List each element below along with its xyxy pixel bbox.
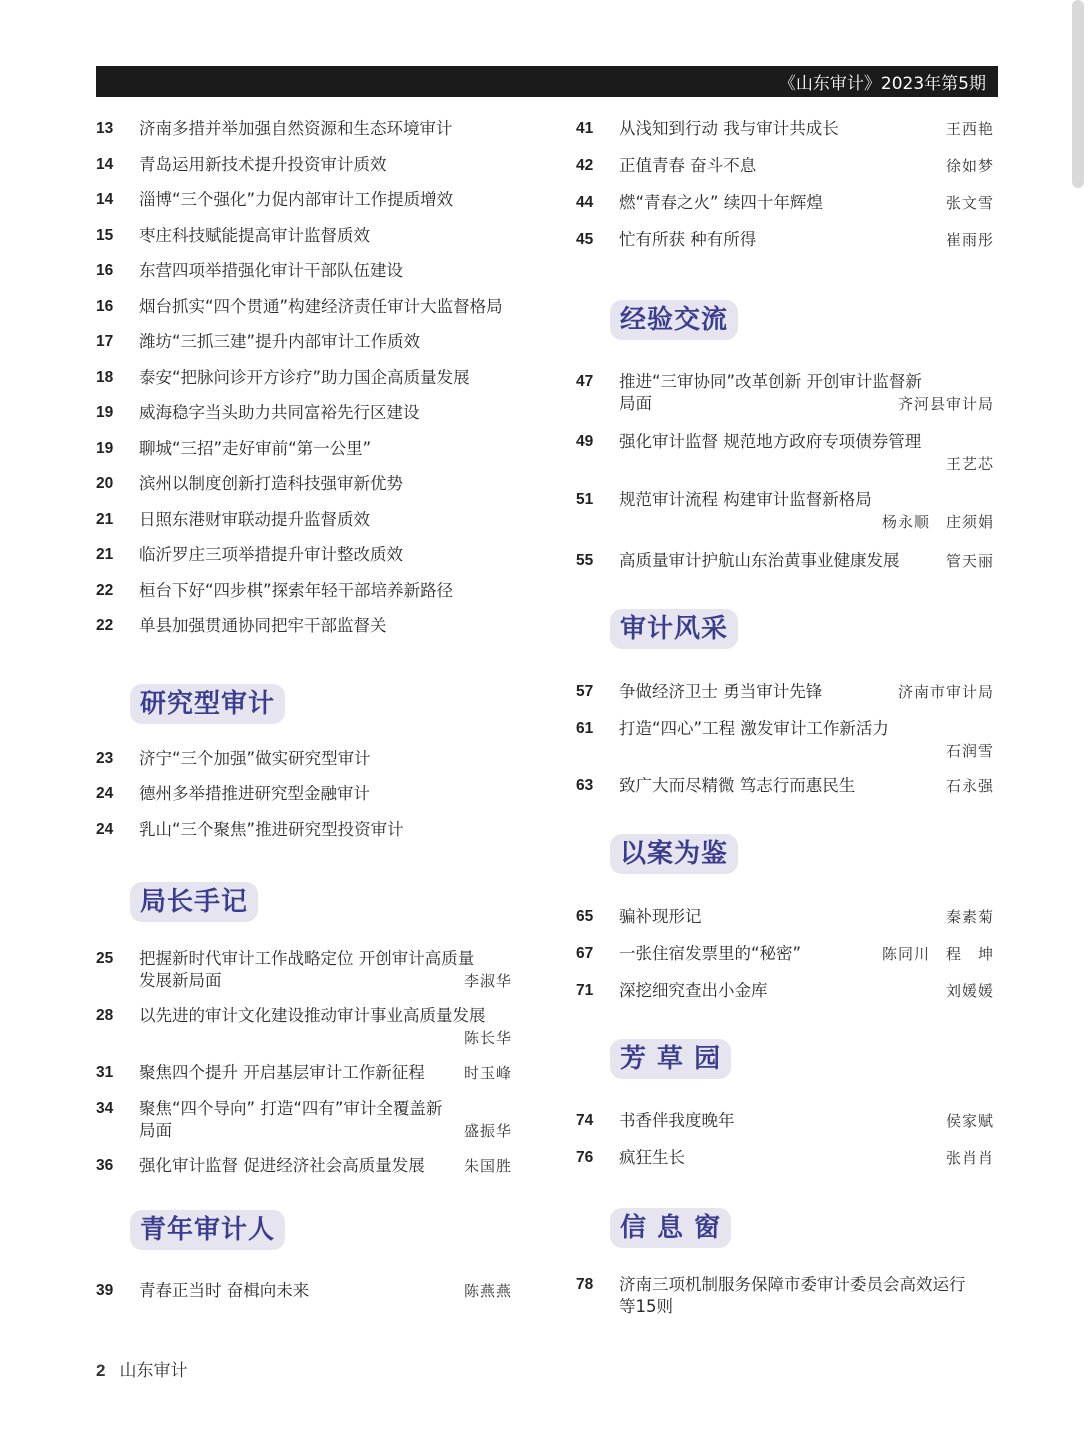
entry-title: 泰安“把脉问诊开方诊疗”助力国企高质量发展 [139, 367, 470, 387]
toc-entry[interactable]: 21 日照东港财审联动提升监督质效 [96, 509, 370, 529]
toc-entry[interactable]: 19 聊城“三招”走好审前“第一公里” [96, 438, 372, 458]
toc-entry[interactable]: 24 德州多举措推进研究型金融审计 [96, 784, 370, 803]
entry-title: 单县加强贯通协同把牢干部监督关 [139, 616, 387, 635]
section-title: 信 息 窗 [610, 1208, 731, 1248]
entry-author: 陈长华 [463, 1029, 512, 1047]
entry-author: 管天丽 [945, 552, 994, 570]
entry-author: 杨永顺 庄须娟 [881, 513, 994, 531]
toc-entry[interactable]: 25 把握新时代审计工作战略定位 开创审计高质量 发展新局面 李淑华 [96, 949, 512, 990]
entry-title: 青春正当时 奋楫向未来 [139, 1281, 310, 1300]
entry-author: 朱国胜 [463, 1156, 512, 1175]
section-director-notes [96, 882, 512, 922]
toc-entry[interactable]: 18 泰安“把脉问诊开方诊疗”助力国企高质量发展 [96, 367, 470, 387]
toc-entry[interactable]: 21 临沂罗庄三项举措提升审计整改质效 [96, 545, 403, 564]
entry-title: 正值青春 奋斗不息 [619, 156, 757, 175]
entry-author: 张文雪 [945, 194, 994, 212]
entry-title: 规范审计流程 构建审计监督新格局 [619, 490, 872, 509]
entry-author: 时玉峰 [463, 1064, 512, 1082]
section-title: 以案为鉴 [610, 834, 738, 874]
entry-title: 燃“青春之火” 续四十年辉煌 [619, 193, 823, 212]
toc-entry[interactable]: 34 聚焦“四个导向” 打造“四有”审计全覆盖新 局面 盛振华 [96, 1098, 512, 1140]
entry-title-cont: 等15则 [619, 1297, 673, 1316]
section-title: 审计风采 [610, 609, 738, 649]
entry-title: 致广大而尽精微 笃志行而惠民生 [619, 776, 856, 795]
entry-author: 秦素菊 [945, 908, 994, 926]
entry-title-cont: 发展新局面 [139, 971, 222, 990]
entry-author: 刘媛媛 [945, 982, 994, 1000]
toc-entry[interactable]: 63 致广大而尽精微 笃志行而惠民生 石永强 [576, 776, 994, 795]
entry-title: 乳山“三个聚焦”推进研究型投资审计 [139, 819, 404, 839]
entry-author: 石润雪 [945, 742, 994, 760]
entry-title: 烟台抓实“四个贯通”构建经济责任审计大监督格局 [139, 296, 503, 316]
toc-entry[interactable]: 14 淄博“三个强化”力促内部审计工作提质增效 [96, 190, 454, 209]
left-column [96, 118, 512, 1316]
toc-entry[interactable]: 15 枣庄科技赋能提高审计监督质效 [96, 225, 370, 245]
toc-entry[interactable]: 45 忙有所获 种有所得 崔雨彤 [576, 230, 994, 249]
entry-title: 聚焦“四个导向” 打造“四有”审计全覆盖新 [139, 1098, 443, 1118]
toc-entry[interactable]: 17 潍坊“三抓三建”提升内部审计工作质效 [96, 332, 421, 351]
toc-entry[interactable]: 24 乳山“三个聚焦”推进研究型投资审计 [96, 819, 404, 839]
toc-entry[interactable]: 47 推进“三审协同”改革创新 开创审计监督新 局面 齐河县审计局 [576, 372, 994, 413]
toc-entry[interactable]: 39 青春正当时 奋楫向未来 陈燕燕 [96, 1281, 512, 1300]
entry-title: 桓台下好“四步棋”探索年轻干部培养新路径 [139, 580, 454, 600]
toc-entry[interactable]: 49 强化审计监督 规范地方政府专项债券管理 王艺芯 [576, 432, 994, 473]
entry-title: 争做经济卫士 勇当审计先锋 [619, 682, 823, 701]
toc-entry[interactable]: 76 疯狂生长 张肖肖 [576, 1148, 994, 1167]
entry-title: 枣庄科技赋能提高审计监督质效 [139, 225, 370, 245]
magazine-name: 山东审计 [119, 1361, 188, 1381]
toc-entry[interactable]: 78 济南三项机制服务保障市委审计委员会高效运行 等15则 [576, 1274, 994, 1322]
section-case-lessons [576, 834, 994, 874]
toc-entry[interactable]: 61 打造“四心”工程 激发审计工作新活力 石润雪 [576, 719, 994, 760]
toc-entry[interactable]: 31 聚焦四个提升 开启基层审计工作新征程 时玉峰 [96, 1063, 512, 1082]
entry-author: 陈同川 程 坤 [881, 945, 994, 963]
section-info-window [576, 1208, 994, 1248]
right-column [576, 118, 994, 1322]
entry-title: 济南三项机制服务保障市委审计委员会高效运行 [619, 1275, 966, 1294]
entry-author: 石永强 [945, 777, 994, 795]
entry-author: 张肖肖 [945, 1149, 994, 1167]
page-number: 2 [96, 1361, 106, 1380]
toc-entry[interactable]: 41 从浅知到行动 我与审计共成长 王西艳 [576, 119, 994, 138]
toc-entry[interactable]: 65 骗补现形记 秦素菊 [576, 907, 994, 926]
section-title: 研究型审计 [130, 684, 285, 724]
toc-entry[interactable]: 16 烟台抓实“四个贯通”构建经济责任审计大监督格局 [96, 296, 503, 316]
entry-title: 聚焦四个提升 开启基层审计工作新征程 [139, 1063, 425, 1082]
entry-title-cont: 局面 [139, 1120, 172, 1140]
entry-title: 以先进的审计文化建设推动审计事业高质量发展 [139, 1006, 486, 1025]
toc-entry[interactable]: 36 强化审计监督 促进经济社会高质量发展 朱国胜 [96, 1155, 512, 1175]
entry-author: 盛振华 [463, 1121, 512, 1140]
section-title: 经验交流 [610, 300, 738, 340]
entry-title: 淄博“三个强化”力促内部审计工作提质增效 [139, 190, 454, 209]
toc-entry[interactable]: 74 书香伴我度晚年 侯家赋 [576, 1111, 994, 1130]
entry-title: 强化审计监督 促进经济社会高质量发展 [139, 1155, 425, 1175]
entry-title: 日照东港财审联动提升监督质效 [139, 509, 370, 529]
toc-entry[interactable]: 55 高质量审计护航山东治黄事业健康发展 管天丽 [576, 551, 994, 570]
toc-entry[interactable]: 71 深挖细究查出小金库 刘媛媛 [576, 981, 994, 1000]
toc-entry[interactable]: 57 争做经济卫士 勇当审计先锋 济南市审计局 [576, 682, 994, 701]
entry-title: 滨州以制度创新打造科技强审新优势 [139, 474, 403, 493]
section-experience [576, 300, 994, 340]
entry-title: 青岛运用新技术提升投资审计质效 [139, 154, 387, 174]
toc-entry[interactable]: 13 济南多措并举加强自然资源和生态环境审计 [96, 119, 453, 138]
section-title: 芳 草 园 [610, 1039, 731, 1079]
toc-entry[interactable]: 23 济宁“三个加强”做实研究型审计 [96, 748, 371, 768]
toc-entry[interactable]: 51 规范审计流程 构建审计监督新格局 杨永顺 庄须娟 [576, 490, 994, 531]
section-title: 局长手记 [130, 882, 258, 922]
entry-title: 高质量审计护航山东治黄事业健康发展 [619, 551, 900, 570]
entry-title: 忙有所获 种有所得 [619, 230, 757, 249]
page-footer [96, 1356, 187, 1381]
toc-entry[interactable]: 19 威海稳字当头助力共同富裕先行区建设 [96, 403, 420, 422]
entry-author: 崔雨彤 [945, 231, 994, 249]
entry-title: 德州多举措推进研究型金融审计 [139, 784, 370, 803]
entry-title-cont: 局面 [619, 394, 652, 413]
section-research-audit [96, 684, 512, 724]
entry-title: 疯狂生长 [619, 1148, 685, 1167]
entry-title: 深挖细究查出小金库 [619, 981, 768, 1000]
entry-author: 徐如梦 [945, 157, 994, 175]
entry-author: 济南市审计局 [897, 683, 994, 701]
entry-title: 济宁“三个加强”做实研究型审计 [139, 748, 371, 768]
left-entry-list [96, 118, 512, 651]
entry-title: 把握新时代审计工作战略定位 开创审计高质量 [139, 949, 475, 968]
section-grass-garden [576, 1039, 994, 1079]
entry-author: 陈燕燕 [463, 1282, 512, 1300]
toc-entry[interactable]: 20 滨州以制度创新打造科技强审新优势 [96, 474, 403, 493]
toc-entry[interactable]: 14 青岛运用新技术提升投资审计质效 [96, 154, 387, 174]
toc-entry[interactable]: 67 一张住宿发票里的“秘密” 陈同川 程 坤 [576, 944, 994, 963]
entry-author: 李淑华 [463, 972, 512, 990]
section-audit-style [576, 609, 994, 649]
entry-title: 书香伴我度晚年 [619, 1111, 735, 1130]
entry-title: 从浅知到行动 我与审计共成长 [619, 119, 839, 138]
entry-author: 王艺芯 [945, 455, 994, 473]
entry-title: 强化审计监督 规范地方政府专项债券管理 [619, 432, 922, 451]
issue-header [96, 66, 998, 97]
entry-title: 临沂罗庄三项举措提升审计整改质效 [139, 545, 403, 564]
toc-entry[interactable]: 22 桓台下好“四步棋”探索年轻干部培养新路径 [96, 580, 454, 600]
entry-title: 推进“三审协同”改革创新 开创审计监督新 [619, 372, 922, 391]
entry-title: 骗补现形记 [619, 907, 702, 926]
section-title: 青年审计人 [130, 1210, 285, 1250]
entry-title: 打造“四心”工程 激发审计工作新活力 [619, 719, 889, 738]
entry-title: 潍坊“三抓三建”提升内部审计工作质效 [139, 332, 421, 351]
entry-title: 聊城“三招”走好审前“第一公里” [139, 438, 372, 458]
entry-title: 一张住宿发票里的“秘密” [619, 944, 802, 963]
toc-entry[interactable]: 42 正值青春 奋斗不息 徐如梦 [576, 156, 994, 175]
entry-author: 侯家赋 [945, 1112, 994, 1130]
toc-entry[interactable]: 28 以先进的审计文化建设推动审计事业高质量发展 陈长华 [96, 1006, 512, 1047]
entry-title: 威海稳字当头助力共同富裕先行区建设 [139, 403, 420, 422]
entry-title: 济南多措并举加强自然资源和生态环境审计 [139, 119, 453, 138]
entry-title: 东营四项举措强化审计干部队伍建设 [139, 261, 403, 280]
entry-author: 齐河县审计局 [897, 395, 994, 413]
toc-entry[interactable]: 44 燃“青春之火” 续四十年辉煌 张文雪 [576, 193, 994, 212]
scrollbar-thumb[interactable] [1072, 0, 1084, 188]
entry-author: 王西艳 [945, 120, 994, 138]
toc-entry[interactable]: 16 东营四项举措强化审计干部队伍建设 [96, 261, 403, 280]
issue-title: 《山东审计》2023年第5期 [778, 74, 986, 94]
section-youth-auditors [96, 1210, 512, 1250]
toc-entry[interactable]: 22 单县加强贯通协同把牢干部监督关 [96, 616, 387, 635]
